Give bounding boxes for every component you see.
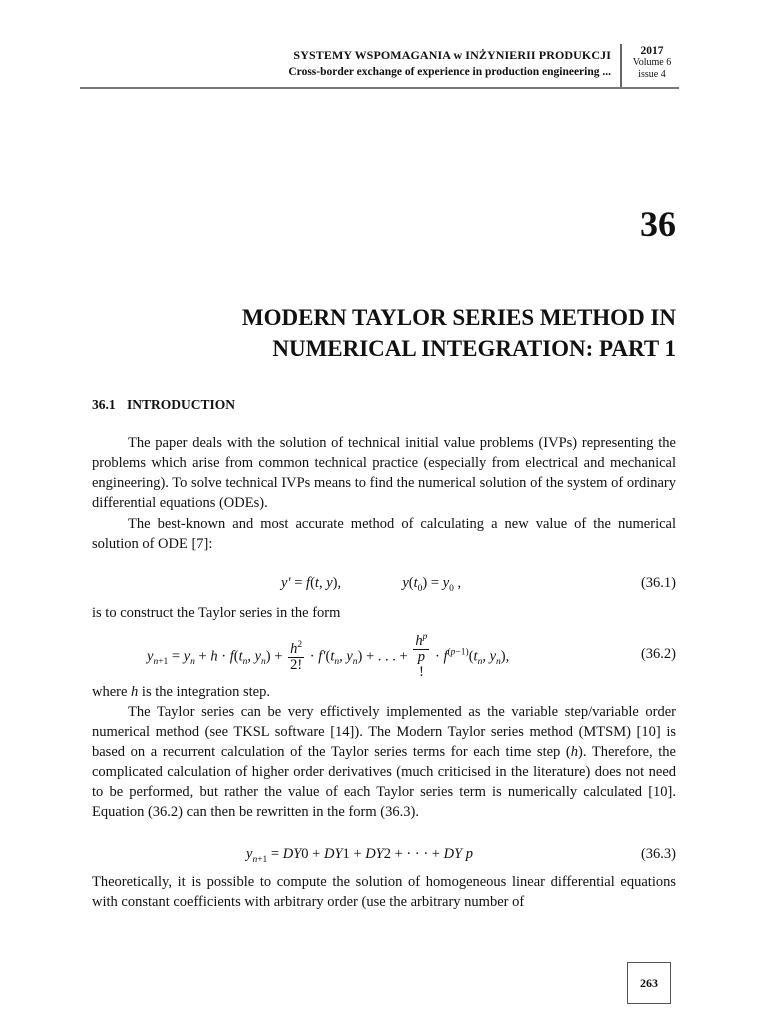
section-title: INTRODUCTION (127, 397, 236, 412)
chapter-number: 36 (640, 204, 676, 244)
paragraph-5 (92, 702, 676, 822)
equation-36-2 (92, 634, 676, 678)
chapter-title (116, 302, 676, 364)
paragraph-4 (92, 682, 676, 702)
page-number: 263 (640, 975, 658, 990)
equation-36-3 (92, 846, 676, 868)
paragraph-4-post: is the integration step. (138, 684, 270, 700)
journal-subtitle: Cross-border exchange of experience in production engineering ... (288, 66, 611, 78)
chapter-title-line-2: NUMERICAL INTEGRATION: PART 1 (272, 336, 676, 361)
equation-36-2-body: $y_{n+1} = y_n + h \cdot f(t_n$, $y_n$) + $\frac{h^2}{2!}$ · $f'(t_n$, $y_n$) + . . . + $h^p$ p ! · $f^{(p-1)}(t_n$, $y_n$), (147, 632, 510, 680)
header-divider (620, 44, 622, 88)
paragraph-4-var: h (131, 684, 139, 700)
equation-36-3-label: (36.3) (640, 846, 676, 862)
journal-title: SYSTEMY WSPOMAGANIA w INŻYNIERII PRODUKCJI (293, 48, 611, 62)
paragraph-1: The paper deals with the solution of technical initial value problems (IVPs) representing the problems which arise from common technical practice (especially from electrical and mechanical engineering). To solve technical IVPs means to find the numerical solution of the system of ordinary differential equations (ODEs). (92, 435, 676, 511)
issue-year: 2017 (640, 45, 664, 57)
header-rule (80, 87, 679, 89)
issue-volume: Volume 6 (632, 57, 672, 68)
paragraph-5-a: The Taylor series can be very effictively implemented as the variable step/variable order numerical method (see TKSL software [14]). The Modern Taylor series method (MTSM) [10] is based on a recurrent calculation of the Taylor series terms for each time step ( (92, 704, 676, 760)
page-number-box (627, 962, 671, 1004)
equation-36-1-label: (36.1) (640, 575, 676, 591)
issue-info (626, 44, 678, 81)
issue-number: issue 4 (638, 69, 666, 80)
paragraph-2: The best-known and most accurate method of calculating a new value of the numerical solution of ODE [7]: (92, 516, 676, 552)
paragraph-5-b: ). Therefore, the complicated calculation of higher order derivatives (much criticised in the literature) does not need to be performed, but rather the value of each Taylor series term is numerically calculated [10]. Equation (36.2) can then be rewritten in the form (36.3). (92, 744, 676, 820)
section-number: 36.1 (92, 397, 116, 412)
paragraph-4-pre: where (92, 684, 132, 700)
equation-36-1-body: y′ = f(t, y), $y(t_0) = y_0$ , (281, 575, 462, 594)
chapter-title-line-1: MODERN TAYLOR SERIES METHOD IN (241, 305, 676, 330)
paragraph-3: is to construct the Taylor series in the form (92, 605, 341, 621)
running-header (80, 44, 678, 90)
equation-36-3-body: $y_{n+1} = DY0 + DY1 + DY2$ + · · · + DY p (246, 846, 474, 865)
paragraph-5-var: h (570, 744, 579, 760)
equation-36-2-label: (36.2) (640, 646, 676, 662)
paragraph-6: Theoretically, it is possible to compute the solution of homogeneous linear differential equations with constant coefficients with arbitrary order (use the arbitrary number of (92, 874, 676, 910)
section-heading (92, 397, 235, 413)
